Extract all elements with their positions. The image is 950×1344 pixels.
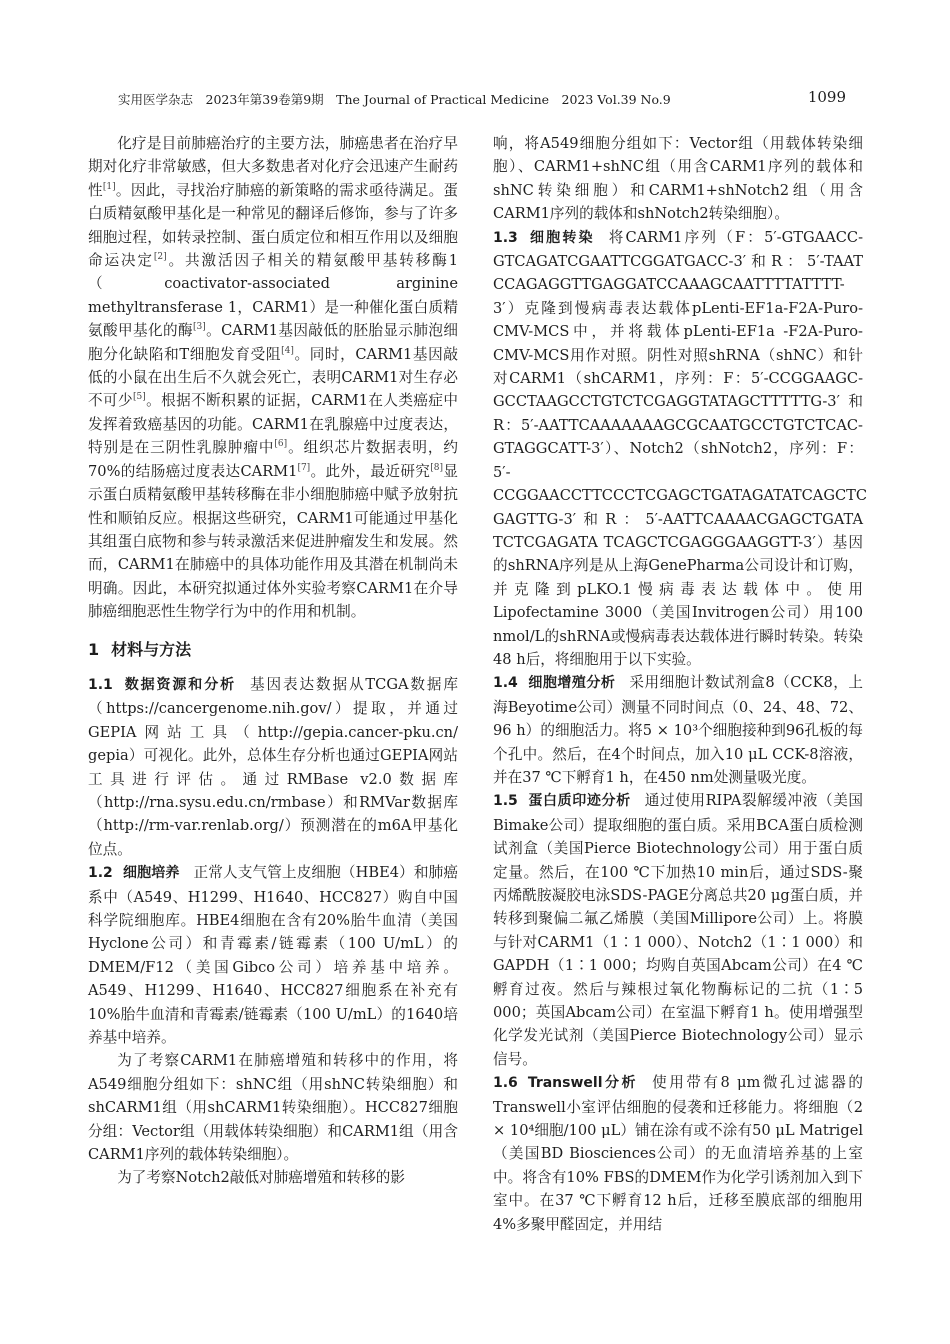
notch2-paragraph-start: 为了考察Notch2敲低对肺癌增殖和转移的影	[117, 1169, 405, 1187]
citation-ref[interactable]: [4]	[281, 345, 294, 356]
citation-ref[interactable]: [7]	[297, 462, 311, 473]
right-column	[493, 132, 868, 1236]
citation-ref[interactable]: [8]	[430, 462, 444, 473]
citation-ref[interactable]: [1]	[102, 181, 116, 192]
citation-ref[interactable]: [5]	[133, 392, 146, 403]
citation-ref[interactable]: [6]	[274, 439, 288, 450]
intro-paragraph: 化疗是目前肺癌治疗的主要方法，肺癌患者在治疗早期对化疗非常敏感，但大多数患者对化疗会迅速产生耐药性[1]。因此，寻找治疗肺癌的新策略的需求亟待满足。蛋白质精氨酸甲基化是一种常见的翻译后修饰，参与了许多细胞过程，如转录控制、蛋白质定位和相互作用以及细胞命运决定[2]。共激活因子相关的精氨酸甲基转移酶1（coactivator-associated arginine methyltransferase 1，CARM1）是一种催化蛋白质精氨酸甲基化的酶[3]。CARM1基因敲低的胚胎显示肺泡细胞分化缺陷和T细胞发育受阻[4]。同时，CARM1基因敲低的小鼠在出生后不久就会死亡，表明CARM1对生存必不可少[5]。根据不断积累的证据，CARM1在人类癌症中发挥着致癌基因的功能。CARM1在乳腺癌中过度表达，特别是在三阴性乳腺肿瘤中[6]。组织芯片数据表明，约70%的结肠癌过度表达CARM1[7]。此外，最近研究[8]显示蛋白质精氨酸甲基转移酶在非小细胞肺癌中赋予放射抗性和顺铂反应。根据这些研究，CARM1可能通过甲基化其组蛋白底物和参与转录激活来促进肿瘤发生和发展。然而，CARM1在肺癌中的具体功能作用及其潜在机制尚未明确。因此，本研究拟通过体外实验考察CARM1在介导肺癌细胞恶性生物学行为中的作用和机制。	[88, 135, 458, 621]
running-header: 实用医学杂志 2023年第39卷第9期 The Journal of Practical Medicine 2023 Vol.39 No.9	[118, 92, 671, 107]
page-number: 1099	[807, 88, 846, 106]
section-heading: 1 材料与方法	[88, 639, 192, 659]
grouping-paragraph: 为了考察CARM1在肺癌增殖和转移中的作用，将A549细胞分组如下：shNC组（用shNC转染细胞）和shCARM1组（用shCARM1转染细胞）。HCC827细胞分组：Vector组（用载体转染细胞）和CARM1组（用含CARM1序列的载体转染细胞）。	[88, 1052, 458, 1164]
subsection-heading: 1.3 细胞转染	[493, 229, 595, 246]
section-1-1: 1.1 数据资源和分析 基因表达数据从TCGA数据库（https://cancergenome.nih.gov/）提取，并通过GEPIA网站工具（http://gepia.cancer-pku.cn/ gepia）可视化。此外，总体生存分析也通过GEPIA网站工具进行评估。通过RMBase v2.0数据库（http://rna.sysu.edu.cn/rmbase）和RMVar数据库（http://rm-var.renlab.org/）预测潜在的m6A甲基化位点。	[88, 675, 459, 858]
subsection-heading: 1.4 细胞增殖分析	[493, 675, 616, 692]
subsection-heading: 1.5 蛋白质印迹分析	[493, 793, 631, 810]
section-1-3: 1.3 细胞转染 将CARM1序列（F：5′-GTGAACC-GTCAGATCGAATTCGGATGACC-3′和R：5′-TAAT CCAGAGGTTGAGGATCCAAAGCAATTTTATTTT-3′）克隆到慢病毒表达载体pLenti-EF1a-F2A-Puro-CMV-MCS中，并将载体pLenti-EF1a -F2A-Puro-CMV-MCS用作对照。阴性对照shRNA（shNC）和针对CARM1（shCARM1，序列：F：5′-CCGGAAGC-GCCTAAGCCTGTCTCGAGGTATAGCTTTTTG-3′和R：5′-AATTCAAAAAAAGCGCAATGCCTGTCTCAC-GTAGGCATT-3′）、Notch2（shNotch2，序列：F：5′-CCGGAACCTTCCCTCGAGCTGATAGATATCAGCTC GAGTTG-3′和R：5′-AATTCAAAACGAGCTGATA TCTCGAGATA TCAGCTCGAGGGAAGGTT-3′）基因的shRNA序列是从上海GenePharma公司设计和订购，并克隆到pLKO.1慢病毒表达载体中。使用Lipofectamine 3000（美国Invitrogen公司）用100 nmol/L的shRNA或慢病毒表达载体进行瞬时转染。转染48 h后，将细胞用于以下实验。	[493, 228, 868, 668]
subsection-heading: 1.6 Transwell分析	[493, 1075, 639, 1092]
notch2-paragraph-cont: 响，将A549细胞分组如下：Vector组（用载体转染细胞）、CARM1+shNC组（用含CARM1序列的载体和shNC转染细胞）和CARM1+shNotch2组（用含CARM1序列的载体和shNotch2转染细胞）。	[493, 135, 863, 223]
subsection-heading: 1.2 细胞培养	[88, 865, 180, 882]
left-column	[88, 132, 458, 1190]
section-1-6: 1.6 Transwell分析 使用带有8 μm微孔过滤器的Transwell小室评估细胞的侵袭和迁移能力。将细胞（2 × 10⁴细胞/100 μL）铺在涂有或不涂有50 μL Matrigel（美国BD Biosciences公司）的无血清培养基的上室中。将含有10% FBS的DMEM作为化学引诱剂加入到下室中。在37 ℃下孵育12 h后，迁移至膜底部的细胞用4%多聚甲醛固定，并用结	[493, 1074, 863, 1233]
section-1-5: 1.5 蛋白质印迹分析 通过使用RIPA裂解缓冲液（美国Bimake公司）提取细胞的蛋白质。采用BCA蛋白质检测试剂盒（美国Pierce Biotechnology公司）用于蛋白质定量。然后，在100 ℃下加热10 min后，通过SDS-聚丙烯酰胺凝胶电泳SDS-PAGE分离总共20 μg蛋白质，并转移到聚偏二氟乙烯膜（美国Millipore公司）上。将膜与针对CARM1（1∶1 000）、Notch2（1∶1 000）和GAPDH（1∶1 000；均购自英国Abcam公司）在4 ℃孵育过夜。然后与辣根过氧化物酶标记的二抗（1∶5 000；英国Abcam公司）在室温下孵育1 h。使用增强型化学发光试剂（美国Pierce Biotechnology公司）显示信号。	[493, 792, 864, 1068]
subsection-heading: 1.1 数据资源和分析	[88, 676, 236, 693]
section-1-4: 1.4 细胞增殖分析 采用细胞计数试剂盒8（CCK8，上海Beyotime公司）测量不同时间点（0、24、48、72、96 h）的细胞活力。将5 × 10³个细胞接种到96孔板的每个孔中。然后，在4个时间点，加入10 μL CCK-8溶液，并在37 ℃下孵育1 h，在450 nm处测量吸光度。	[493, 674, 863, 786]
citation-ref[interactable]: [3]	[192, 322, 206, 333]
section-1-2: 1.2 细胞培养 正常人支气管上皮细胞（HBE4）和肺癌系中（A549、H1299、H1640、HCC827）购自中国科学院细胞库。HBE4细胞在含有20%胎牛血清（美国Hyclone公司）和青霉素/链霉素（100 U/mL）的DMEM/F12（美国Gibco公司）培养基中培养。A549、H1299、H1640、HCC827细胞系在补充有10%胎牛血清和青霉素/链霉素（100 U/mL）的1640培养基中培养。	[88, 864, 458, 1047]
citation-ref[interactable]: [2]	[153, 252, 167, 263]
